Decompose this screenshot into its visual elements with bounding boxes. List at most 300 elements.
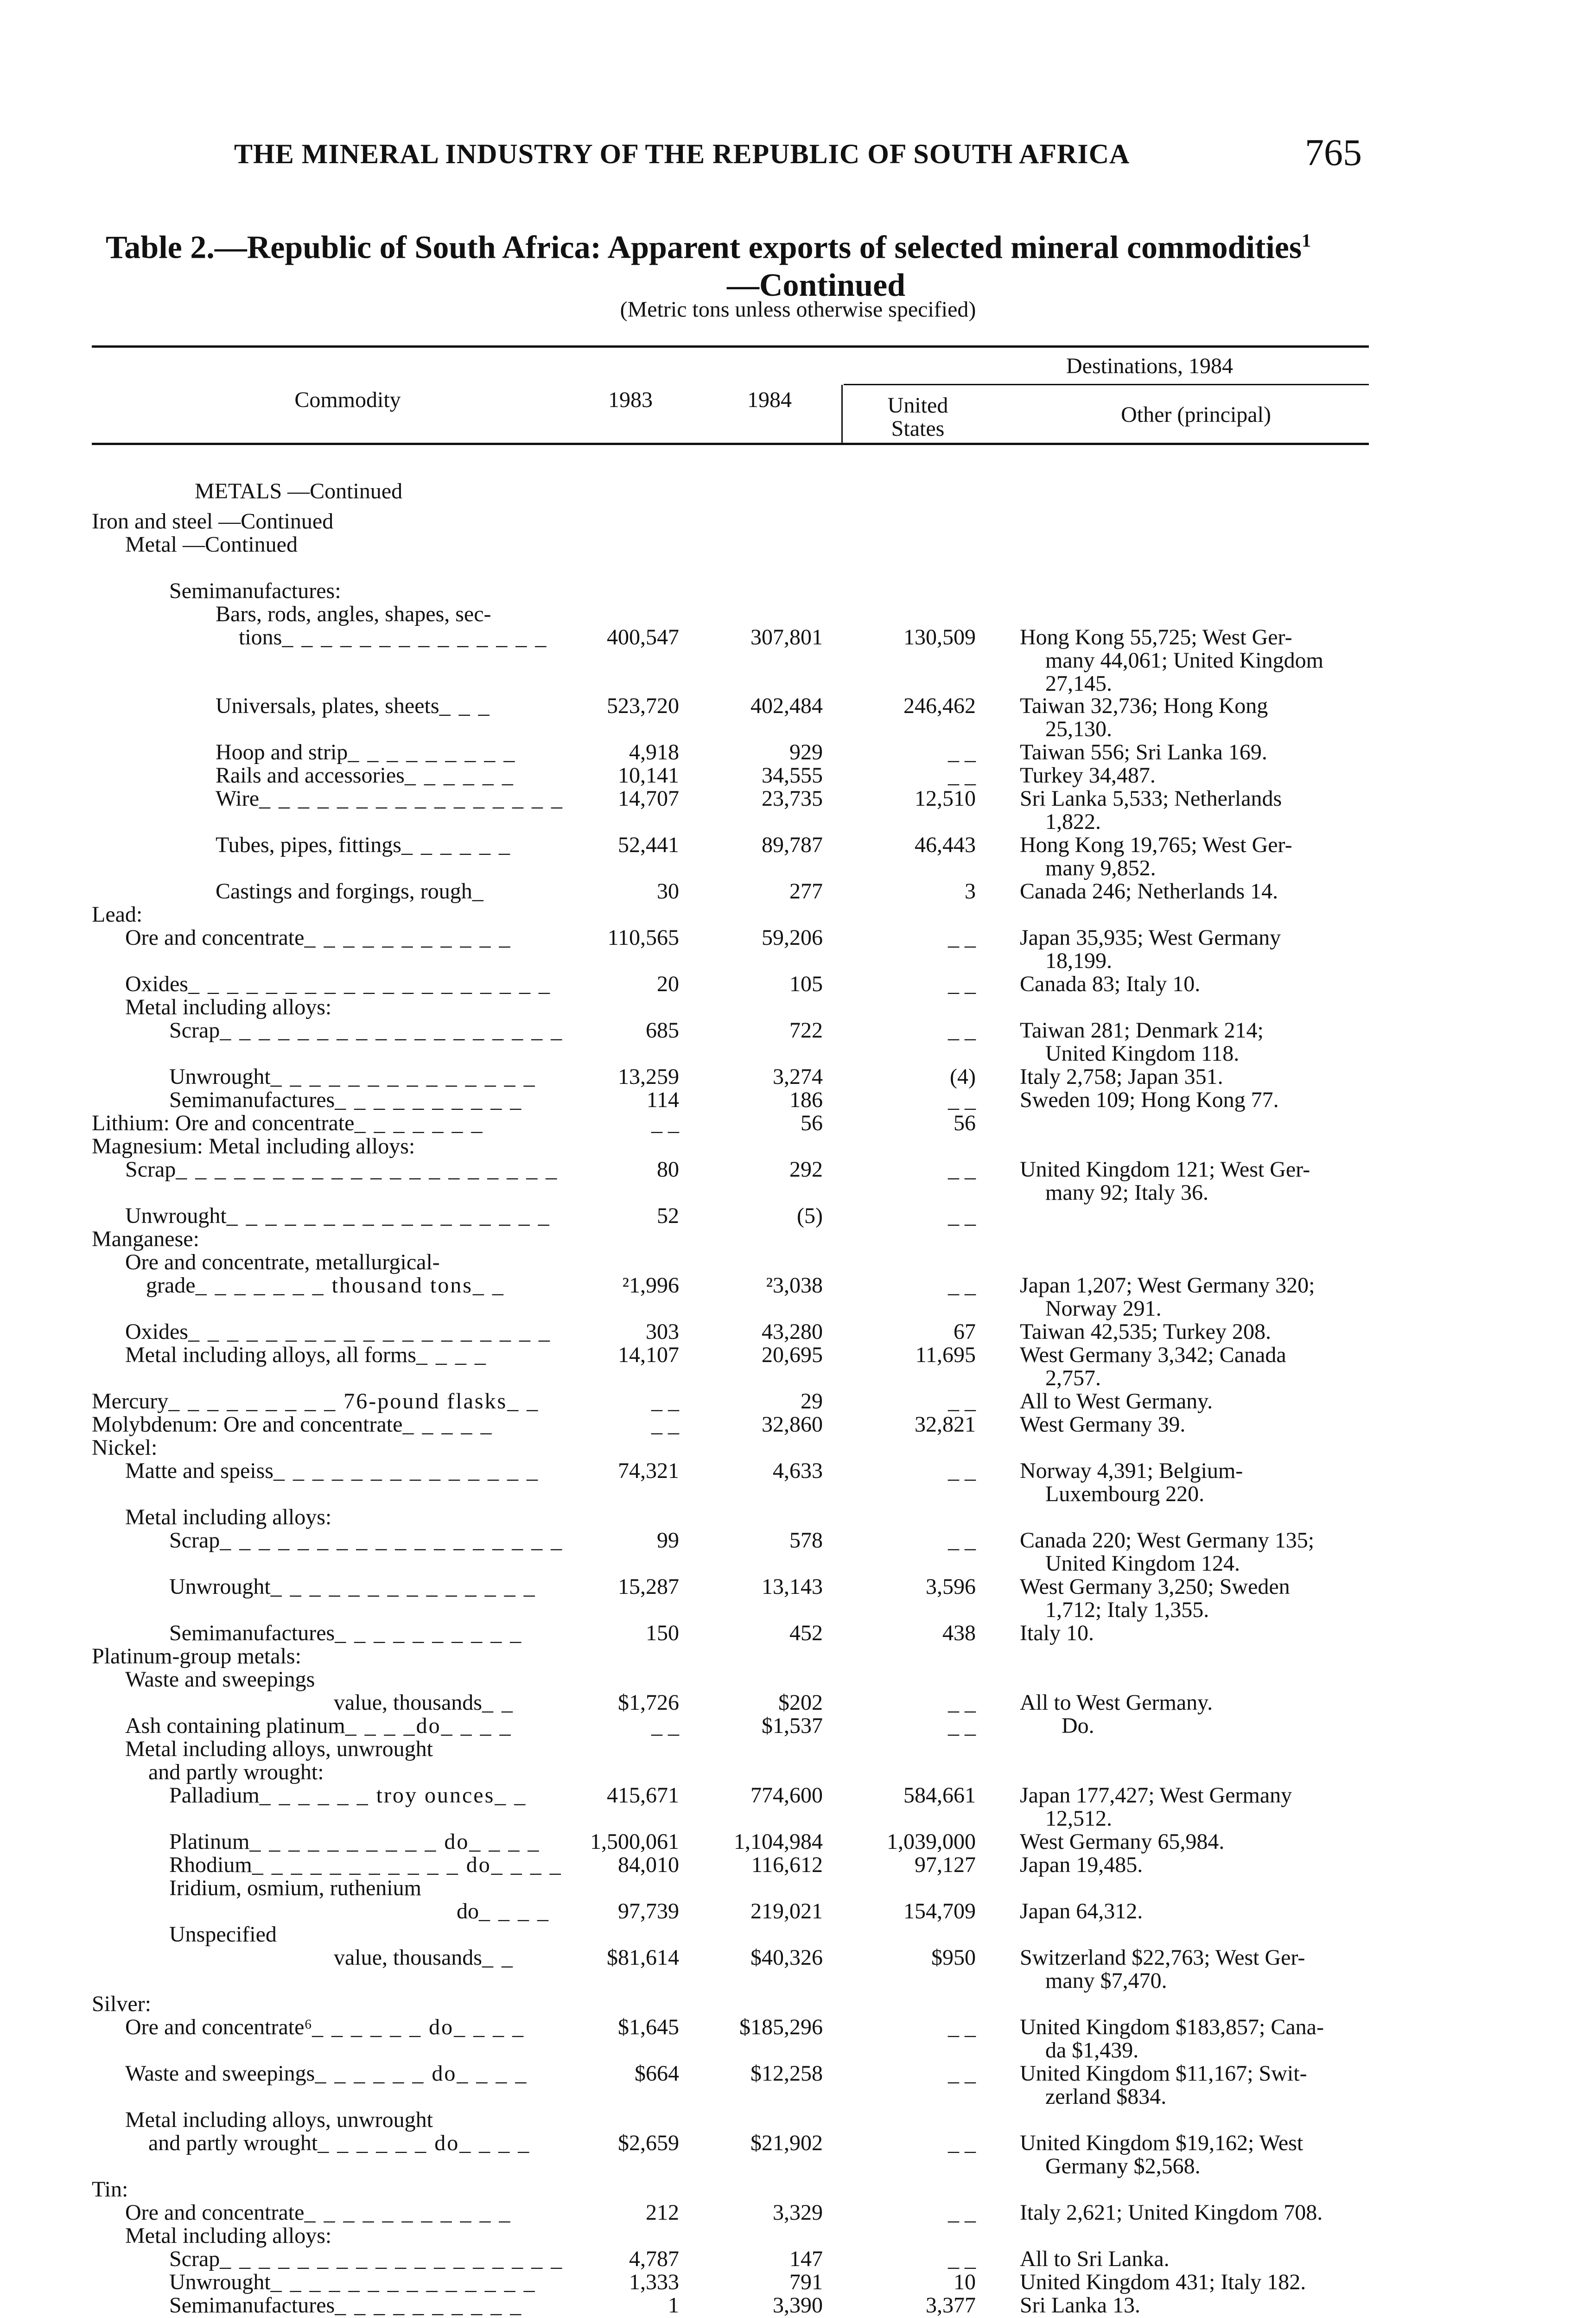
value-1983: 84,010 bbox=[618, 1853, 679, 1877]
commodity-label: Lead: bbox=[92, 902, 143, 927]
commodity-label: Metal including alloys, all forms bbox=[125, 1343, 416, 1367]
commodity-label: Waste and sweepings bbox=[125, 2061, 315, 2086]
dot-leader: _ _ _ _ bbox=[479, 1899, 550, 1923]
table-row-label bbox=[169, 1853, 562, 1877]
col-head-destinations: Destinations, 1984 bbox=[1066, 354, 1233, 378]
commodity-label: Manganese: bbox=[92, 1227, 199, 1251]
value-united-states: 10 bbox=[954, 2270, 976, 2294]
commodity-label: Ash containing platinum bbox=[125, 1713, 345, 1738]
table-row-label bbox=[457, 1900, 550, 1923]
commodity-label: Ore and concentrate bbox=[125, 925, 305, 950]
value-united-states: 130,509 bbox=[903, 625, 976, 650]
col-head-united-states: United States bbox=[887, 393, 948, 441]
table-row-label bbox=[125, 1506, 331, 1529]
table-row-label bbox=[169, 1089, 522, 1112]
other-destinations-line: Norway 291. bbox=[1045, 1296, 1162, 1321]
value-1984: 56 bbox=[801, 1111, 823, 1135]
commodity-label: Unspecified bbox=[169, 1922, 277, 1947]
table-row-label bbox=[146, 1274, 505, 1297]
commodity-label: Silver: bbox=[92, 1992, 151, 2016]
table-row-label bbox=[169, 1575, 536, 1598]
other-destinations-line: Italy 2,758; Japan 351. bbox=[1020, 1064, 1223, 1089]
other-destinations-line: Taiwan 556; Sri Lanka 169. bbox=[1020, 740, 1267, 764]
other-destinations bbox=[1020, 2016, 1391, 2062]
dot-leader: _ _ _ _ _ _ _ _ _ _ _ _ _ _ _ _ _ _ bbox=[220, 1528, 564, 1553]
commodity-label: Unwrought bbox=[169, 1574, 271, 1599]
table-row-label bbox=[239, 626, 547, 649]
commodity-label: Matte and speiss bbox=[125, 1458, 273, 1483]
col-head-1983: 1983 bbox=[608, 388, 653, 412]
table-row-label bbox=[125, 1459, 539, 1483]
value-1983: 110,565 bbox=[607, 925, 679, 950]
commodity-label: and partly wrought: bbox=[148, 1760, 324, 1784]
value-1983: 400,547 bbox=[607, 625, 679, 650]
value-1983: 74,321 bbox=[618, 1458, 679, 1483]
value-1983: 10,141 bbox=[618, 763, 679, 788]
value-1984: 929 bbox=[789, 740, 823, 764]
commodity-label: Mercury bbox=[92, 1389, 169, 1414]
table-title-line1: Table 2.—Republic of South Africa: Apparent exports of selected mineral commodities bbox=[106, 229, 1302, 266]
value-united-states: 46,443 bbox=[915, 833, 976, 857]
dot-leader: _ _ _ _ _ _ _ _ _ _ _ _ _ _ bbox=[273, 1458, 539, 1483]
value-1984: 3,329 bbox=[773, 2200, 823, 2225]
other-destinations bbox=[1020, 2248, 1391, 2271]
other-destinations bbox=[1020, 2294, 1391, 2317]
commodity-label: Wire bbox=[216, 786, 260, 811]
value-united-states: _ _ bbox=[948, 2247, 976, 2271]
value-1984: 402,484 bbox=[750, 694, 823, 718]
other-destinations-line: Canada 83; Italy 10. bbox=[1020, 972, 1201, 996]
other-destinations bbox=[1020, 2271, 1391, 2294]
commodity-label: Semimanufactures: bbox=[169, 579, 341, 603]
other-destinations bbox=[1020, 1089, 1391, 1112]
value-1983: _ _ bbox=[651, 1111, 679, 1135]
value-1983: 15,287 bbox=[618, 1574, 679, 1599]
other-destinations-line: United Kingdom 431; Italy 182. bbox=[1020, 2270, 1306, 2294]
commodity-label: Unwrought bbox=[169, 1064, 271, 1089]
value-1984: $202 bbox=[778, 1690, 823, 1715]
value-united-states: _ _ bbox=[948, 1528, 976, 1553]
value-1984: 4,633 bbox=[773, 1458, 823, 1483]
other-destinations-line: many 44,061; United Kingdom bbox=[1045, 648, 1323, 673]
dot-leader: _ _ _ _ _ _ _ _ _ _ _ bbox=[304, 925, 512, 950]
other-destinations bbox=[1020, 764, 1391, 787]
dot-leader: _ bbox=[472, 879, 485, 904]
other-destinations-line: 1,712; Italy 1,355. bbox=[1045, 1598, 1209, 1622]
value-1983: 4,918 bbox=[629, 740, 679, 764]
value-1984: $12,258 bbox=[750, 2061, 823, 2086]
value-1984: 578 bbox=[789, 1528, 823, 1553]
value-united-states: _ _ bbox=[948, 2061, 976, 2086]
value-1983: ²1,996 bbox=[622, 1273, 679, 1298]
commodity-label: Iron and steel —Continued bbox=[92, 509, 334, 534]
value-united-states: _ _ bbox=[948, 1018, 976, 1043]
commodity-label: Hoop and strip bbox=[216, 740, 348, 764]
table-row-label bbox=[169, 2248, 563, 2271]
value-united-states: _ _ bbox=[948, 1204, 976, 1228]
value-united-states: _ _ bbox=[948, 1157, 976, 1182]
dot-leader: _ _ _ _ _ _ do_ _ _ _ bbox=[318, 2131, 531, 2155]
dot-leader: _ _ _ _ _ _ _ _ _ bbox=[348, 740, 516, 764]
value-1984: (5) bbox=[797, 1204, 823, 1228]
other-destinations-line: Japan 1,207; West Germany 320; bbox=[1020, 1273, 1315, 1298]
table-row-label bbox=[216, 764, 515, 787]
dot-leader: _ _ _ _ _ _ _ _ _ _ _ _ _ _ _ _ _ _ bbox=[220, 2247, 564, 2271]
other-destinations-line: Italy 2,621; United Kingdom 708. bbox=[1020, 2200, 1323, 2225]
table-row-label bbox=[92, 903, 142, 926]
dot-leader: _ _ _ _ _ _ _ _ _ _ _ _ _ _ _ _ bbox=[259, 786, 564, 811]
value-1983: 415,671 bbox=[607, 1783, 679, 1808]
table-row-label bbox=[125, 1714, 512, 1738]
other-destinations-line: 1,822. bbox=[1045, 809, 1101, 834]
value-united-states: $950 bbox=[931, 1945, 976, 1970]
table-row-label bbox=[92, 1645, 301, 1668]
value-united-states: 154,709 bbox=[903, 1899, 976, 1923]
table-row-label bbox=[125, 533, 298, 556]
other-destinations bbox=[1020, 1320, 1391, 1344]
commodity-label: do bbox=[457, 1899, 479, 1923]
other-destinations bbox=[1020, 2201, 1391, 2224]
dot-leader: _ _ _ _ _ _ _ _ _ 76-pound flasks_ _ bbox=[168, 1389, 540, 1414]
dot-leader: _ _ _ _ _ _ _ _ _ _ _ _ _ _ _ _ _ bbox=[226, 1204, 551, 1228]
dot-leader: _ _ _ _ _ _ _ _ _ _ _ _ _ _ _ _ _ _ _ bbox=[188, 1319, 551, 1344]
other-destinations bbox=[1020, 787, 1391, 834]
value-united-states: 3 bbox=[965, 879, 976, 904]
value-united-states: _ _ bbox=[948, 763, 976, 788]
commodity-label: Platinum bbox=[169, 1829, 250, 1854]
value-1984: 59,206 bbox=[762, 925, 823, 950]
other-destinations-line: Hong Kong 55,725; West Ger- bbox=[1020, 625, 1292, 650]
other-destinations-line: 12,512. bbox=[1045, 1806, 1112, 1831]
dot-leader: _ _ _ _ _ _ bbox=[404, 763, 515, 788]
table-row-label bbox=[125, 2108, 433, 2132]
value-1984: 147 bbox=[789, 2247, 823, 2271]
value-united-states: 11,695 bbox=[915, 1343, 976, 1367]
other-destinations bbox=[1020, 626, 1391, 695]
other-destinations-line: All to West Germany. bbox=[1020, 1389, 1213, 1414]
value-united-states: _ _ bbox=[948, 2015, 976, 2039]
commodity-label: Metal including alloys: bbox=[125, 1505, 332, 1529]
value-1983: 14,107 bbox=[618, 1343, 679, 1367]
table-row-label bbox=[125, 1344, 487, 1367]
other-destinations bbox=[1020, 1622, 1391, 1645]
commodity-label: Oxides bbox=[125, 1319, 188, 1344]
value-united-states: 246,462 bbox=[903, 694, 976, 718]
other-destinations-line: West Germany 3,342; Canada bbox=[1020, 1343, 1286, 1367]
value-1984: $185,296 bbox=[739, 2015, 823, 2039]
other-destinations-line: Luxembourg 220. bbox=[1045, 1482, 1205, 1506]
value-1983: 13,259 bbox=[618, 1064, 679, 1089]
table-row-label bbox=[92, 1993, 151, 2016]
table-row-label bbox=[216, 787, 564, 810]
value-united-states: 3,596 bbox=[926, 1574, 976, 1599]
table-row-label bbox=[92, 1436, 157, 1459]
us-col-divider bbox=[841, 385, 843, 443]
value-1983: 1,333 bbox=[629, 2270, 679, 2294]
other-destinations-line: United Kingdom $19,162; West bbox=[1020, 2131, 1304, 2155]
value-united-states: _ _ bbox=[948, 1458, 976, 1483]
other-destinations bbox=[1020, 2062, 1391, 2108]
dot-leader: _ _ _ _ _ _ _ thousand tons_ _ bbox=[195, 1273, 505, 1298]
table-row-label bbox=[125, 2224, 331, 2248]
table-row-label bbox=[125, 1738, 433, 1761]
table-row-label bbox=[169, 1019, 563, 1042]
table-row-label bbox=[125, 1158, 558, 1181]
table-title bbox=[106, 222, 1496, 305]
other-destinations bbox=[1020, 1830, 1391, 1853]
table-subtitle: (Metric tons unless otherwise specified) bbox=[620, 297, 976, 322]
dot-leader: _ _ _ _ bbox=[416, 1343, 487, 1367]
table-row-label bbox=[169, 1923, 277, 1946]
value-1984: 34,555 bbox=[762, 763, 823, 788]
value-1983: 4,787 bbox=[629, 2247, 679, 2271]
value-1984: 774,600 bbox=[750, 1783, 823, 1808]
dot-leader: _ _ _ _ _ _ _ _ _ _ _ _ _ _ bbox=[270, 1064, 536, 1089]
commodity-label: Platinum-group metals: bbox=[92, 1644, 301, 1668]
value-1983: 685 bbox=[646, 1018, 679, 1043]
value-1984: 89,787 bbox=[762, 833, 823, 857]
value-united-states: _ _ bbox=[948, 1690, 976, 1715]
commodity-label: Scrap bbox=[169, 2247, 220, 2271]
table-row-label bbox=[92, 1413, 493, 1436]
commodity-label: Unwrought bbox=[125, 1204, 227, 1228]
other-destinations bbox=[1020, 1575, 1391, 1622]
other-destinations-line: Switzerland $22,763; West Ger- bbox=[1020, 1945, 1305, 1970]
other-destinations bbox=[1020, 1413, 1391, 1436]
value-united-states: _ _ bbox=[948, 740, 976, 764]
other-destinations-line: Japan 64,312. bbox=[1020, 1899, 1143, 1923]
value-1984: $1,537 bbox=[762, 1713, 823, 1738]
dot-leader: _ _ bbox=[482, 1945, 514, 1970]
table-row-label bbox=[216, 741, 516, 764]
value-1983: 20 bbox=[657, 972, 679, 996]
other-destinations-line: Germany $2,568. bbox=[1045, 2154, 1201, 2178]
commodity-label: Ore and concentrate bbox=[125, 2200, 305, 2225]
other-destinations-line: 2,757. bbox=[1045, 1366, 1101, 1390]
value-1984: 219,021 bbox=[750, 1899, 823, 1923]
running-header: THE MINERAL INDUSTRY OF THE REPUBLIC OF SOUTH AFRICA bbox=[234, 139, 1130, 169]
value-1983: 212 bbox=[646, 2200, 679, 2225]
other-destinations-line: Italy 10. bbox=[1020, 1621, 1094, 1645]
other-destinations-line: Japan 19,485. bbox=[1020, 1853, 1143, 1877]
other-destinations-line: Do. bbox=[1062, 1713, 1094, 1738]
value-1983: $664 bbox=[635, 2061, 679, 2086]
value-1984: 13,143 bbox=[762, 1574, 823, 1599]
value-1983: _ _ bbox=[651, 1713, 679, 1738]
top-rule bbox=[92, 345, 1369, 348]
dot-leader: _ _ _ _ _ _ _ _ _ _ _ do_ _ _ _ bbox=[252, 1853, 562, 1877]
table-row-label bbox=[125, 2062, 528, 2085]
other-destinations bbox=[1020, 1459, 1391, 1506]
dot-leader: _ _ _ _ _ _ _ _ _ _ _ bbox=[304, 2200, 512, 2225]
commodity-label: Waste and sweepings bbox=[125, 1667, 315, 1692]
table-row-label bbox=[148, 1761, 324, 1784]
commodity-label: Metal —Continued bbox=[125, 532, 298, 557]
value-united-states: 67 bbox=[954, 1319, 976, 1344]
value-united-states: 12,510 bbox=[915, 786, 976, 811]
other-destinations-line: West Germany 39. bbox=[1020, 1412, 1186, 1437]
commodity-label: grade bbox=[146, 1273, 196, 1298]
value-1983: $81,614 bbox=[607, 1945, 679, 1970]
commodity-label: Metal including alloys, unwrought bbox=[125, 2108, 433, 2132]
commodity-label: Scrap bbox=[125, 1157, 176, 1182]
dot-leader: _ _ _ _ _ _ _ _ _ _ do_ _ _ _ bbox=[249, 1829, 540, 1854]
table-row-label bbox=[169, 580, 341, 603]
table-row-label bbox=[125, 2016, 525, 2039]
table-row-label bbox=[169, 1622, 522, 1645]
commodity-label: Metal including alloys, unwrought bbox=[125, 1737, 433, 1761]
other-destinations-line: Canada 246; Netherlands 14. bbox=[1020, 879, 1278, 904]
value-united-states: _ _ bbox=[948, 925, 976, 950]
value-1983: 1,500,061 bbox=[590, 1829, 679, 1854]
value-1984: 23,735 bbox=[762, 786, 823, 811]
dot-leader: _ _ _ _ _ _ _ _ _ _ _ _ _ _ bbox=[270, 2270, 536, 2294]
dot-leader: _ _ _ _ _ _ _ _ _ _ bbox=[335, 1088, 523, 1112]
other-destinations-line: United Kingdom $11,167; Swit- bbox=[1020, 2061, 1307, 2086]
other-destinations bbox=[1020, 1691, 1391, 1714]
value-1984: 186 bbox=[789, 1088, 823, 1112]
table-row-label bbox=[92, 510, 333, 533]
other-destinations-line: many 9,852. bbox=[1045, 856, 1156, 880]
dot-leader: _ _ _ _do_ _ _ _ bbox=[345, 1713, 512, 1738]
value-united-states: 584,661 bbox=[903, 1783, 976, 1808]
table-row-label bbox=[125, 1251, 440, 1274]
value-united-states: _ _ bbox=[948, 2200, 976, 2225]
col-head-other: Other (principal) bbox=[1121, 402, 1271, 427]
dot-leader: _ _ _ _ _ _ _ _ _ _ _ _ _ _ _ _ _ _ _ bbox=[188, 972, 551, 996]
dot-leader: _ _ _ _ _ _ _ bbox=[354, 1111, 484, 1135]
other-destinations-line: 25,130. bbox=[1045, 717, 1112, 741]
other-destinations bbox=[1020, 926, 1391, 973]
commodity-label: Universals, plates, sheets bbox=[216, 694, 439, 718]
table-row-label bbox=[216, 880, 485, 903]
other-destinations-line: Taiwan 32,736; Hong Kong bbox=[1020, 694, 1268, 718]
other-destinations bbox=[1020, 1900, 1391, 1923]
value-1983: 99 bbox=[657, 1528, 679, 1553]
dot-leader: _ _ _ _ _ bbox=[402, 1412, 493, 1437]
other-destinations-line: All to West Germany. bbox=[1020, 1690, 1213, 1715]
value-united-states: 56 bbox=[954, 1111, 976, 1135]
other-destinations-line: Sri Lanka 13. bbox=[1020, 2293, 1140, 2318]
other-destinations-line: All to Sri Lanka. bbox=[1020, 2247, 1170, 2271]
value-united-states: _ _ bbox=[948, 1713, 976, 1738]
value-1984: 277 bbox=[789, 879, 823, 904]
value-united-states: _ _ bbox=[948, 1389, 976, 1414]
other-destinations bbox=[1020, 1274, 1391, 1320]
page-number: 765 bbox=[1305, 131, 1362, 173]
commodity-label: Scrap bbox=[169, 1018, 220, 1043]
other-destinations-line: United Kingdom 121; West Ger- bbox=[1020, 1157, 1310, 1182]
value-1984: 32,860 bbox=[762, 1412, 823, 1437]
value-1984: ²3,038 bbox=[766, 1273, 823, 1298]
other-destinations bbox=[1020, 1065, 1391, 1089]
other-destinations bbox=[1020, 1158, 1391, 1204]
value-united-states: _ _ bbox=[948, 1273, 976, 1298]
other-destinations bbox=[1020, 1784, 1391, 1830]
table-row-label bbox=[125, 1668, 315, 1691]
table-title-line2: —Continued bbox=[727, 267, 906, 304]
value-1983: 30 bbox=[657, 879, 679, 904]
commodity-label: Metal including alloys: bbox=[125, 995, 332, 1019]
value-1983: $1,726 bbox=[618, 1690, 679, 1715]
other-destinations bbox=[1020, 1946, 1391, 1993]
other-destinations-line: Hong Kong 19,765; West Ger- bbox=[1020, 833, 1292, 857]
value-1984: 116,612 bbox=[751, 1853, 823, 1877]
other-destinations-line: 18,199. bbox=[1045, 949, 1112, 973]
other-destinations bbox=[1020, 2132, 1391, 2178]
dot-leader: _ _ _ _ _ _ _ _ _ _ bbox=[335, 2293, 523, 2318]
commodity-label: value, thousands bbox=[334, 1945, 482, 1970]
commodity-label: Rhodium bbox=[169, 1853, 252, 1877]
table-row-label bbox=[125, 2201, 511, 2224]
value-1983: 80 bbox=[657, 1157, 679, 1182]
value-1983: 114 bbox=[646, 1088, 679, 1112]
commodity-label: Castings and forgings, rough bbox=[216, 879, 472, 904]
table-row-label bbox=[216, 694, 491, 718]
dot-leader: _ _ bbox=[482, 1690, 514, 1715]
value-1984: 3,390 bbox=[773, 2293, 823, 2318]
table-row-label bbox=[216, 834, 511, 857]
other-destinations bbox=[1020, 741, 1391, 764]
table-row-label bbox=[169, 1877, 421, 1900]
table-row-label bbox=[334, 1946, 514, 1969]
value-1983: _ _ bbox=[651, 1412, 679, 1437]
other-destinations-line: Sweden 109; Hong Kong 77. bbox=[1020, 1088, 1279, 1112]
other-destinations-line: Norway 4,391; Belgium- bbox=[1020, 1458, 1243, 1483]
table-row-label bbox=[195, 480, 402, 503]
commodity-label: tions bbox=[239, 625, 282, 650]
table-row-label bbox=[169, 2271, 536, 2294]
other-destinations bbox=[1062, 1714, 1432, 1738]
other-destinations-line: Canada 220; West Germany 135; bbox=[1020, 1528, 1315, 1553]
table-row-label bbox=[92, 1390, 539, 1413]
table-row-label bbox=[169, 1784, 527, 1807]
table-row-label bbox=[169, 1529, 563, 1552]
other-destinations-line: da $1,439. bbox=[1045, 2038, 1139, 2063]
destinations-rule bbox=[844, 384, 1369, 385]
commodity-label: Iridium, osmium, ruthenium bbox=[169, 1876, 421, 1900]
commodity-label: Molybdenum: Ore and concentrate bbox=[92, 1412, 403, 1437]
other-destinations-line: many $7,470. bbox=[1045, 1968, 1167, 1993]
other-destinations-line: United Kingdom 118. bbox=[1045, 1041, 1240, 1066]
other-destinations bbox=[1020, 880, 1391, 903]
commodity-label: Semimanufactures bbox=[169, 1088, 335, 1112]
value-1984: 105 bbox=[789, 972, 823, 996]
table-row-label bbox=[92, 1112, 483, 1135]
other-destinations bbox=[1020, 694, 1391, 741]
other-destinations-line: United Kingdom 124. bbox=[1045, 1551, 1240, 1576]
other-destinations-line: Japan 177,427; West Germany bbox=[1020, 1783, 1292, 1808]
table-row-label bbox=[125, 926, 511, 949]
table-row-label bbox=[125, 973, 551, 996]
commodity-label: Lithium: Ore and concentrate bbox=[92, 1111, 355, 1135]
other-destinations-line: Sri Lanka 5,533; Netherlands bbox=[1020, 786, 1282, 811]
other-destinations-line: West Germany 65,984. bbox=[1020, 1829, 1225, 1854]
value-1984: 43,280 bbox=[762, 1319, 823, 1344]
other-destinations bbox=[1020, 1019, 1391, 1065]
dot-leader: _ _ _ _ _ _ bbox=[401, 833, 511, 857]
value-united-states: 438 bbox=[942, 1621, 976, 1645]
commodity-label: Ore and concentrate⁶ bbox=[125, 2015, 312, 2039]
table-row-label bbox=[125, 1320, 551, 1344]
value-united-states: 32,821 bbox=[915, 1412, 976, 1437]
value-1983: 150 bbox=[646, 1621, 679, 1645]
other-destinations bbox=[1020, 1853, 1391, 1877]
commodity-label: Semimanufactures bbox=[169, 2293, 335, 2318]
commodity-label: and partly wrought bbox=[148, 2131, 318, 2155]
value-united-states: (4) bbox=[950, 1064, 976, 1089]
other-destinations bbox=[1020, 834, 1391, 880]
